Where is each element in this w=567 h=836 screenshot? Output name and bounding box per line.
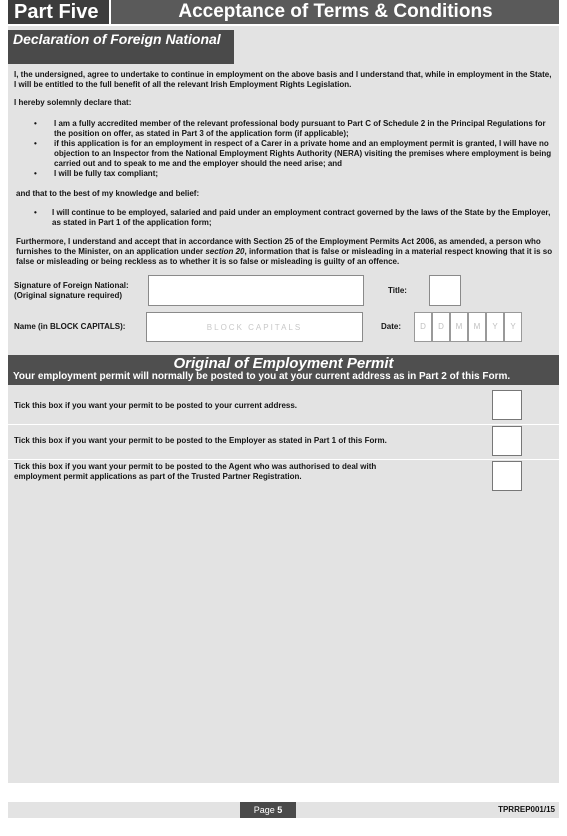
- declaration-bullet-2: if this application is for an employment in respect of a Carer in a private home and an employment permit is granted, I will have no objection to an Inspector from the National Employment Rights Authority (NERA) visiting the premises where employment is being carried out and to speak to me and the employer should the need arise; and: [54, 139, 552, 168]
- divider: [8, 424, 559, 425]
- signature-field[interactable]: [148, 275, 364, 306]
- declaration-solemn: I hereby solemnly declare that:: [14, 98, 132, 107]
- permit-option-label-3: Tick this box if you want your permit to be posted to the Agent who was authorised to deal with employment permit applications as part of the Trusted Partner Registration.: [14, 462, 377, 481]
- divider: [8, 459, 559, 460]
- signature-label: Signature of Foreign National: (Original signature required): [14, 281, 129, 300]
- part-badge: [8, 0, 111, 24]
- form-code: TPRREP001/15: [498, 805, 555, 814]
- declaration-bullet-4: I will continue to be employed, salaried and paid under an employment contract governed by the laws of the State by the Employer, as stated in Part 1 of the application form;: [52, 208, 551, 227]
- declaration-bullet-3: I will be fully tax compliant;: [54, 169, 159, 178]
- declaration-furthermore: Furthermore, I understand and accept that in accordance with Section 25 of the Employment Permits Act 2006, as amended, a person who furnishes to the Minister, on an application under section 20, information that is false or misleading in a material respect knowing that it is so false or misleading or being reckless as to whether it is so false or misleading is guilty of an offence.: [16, 237, 553, 266]
- bullet-marker: •: [34, 208, 37, 217]
- date-cell-month-1[interactable]: M: [450, 312, 468, 342]
- date-cell-year-1[interactable]: Y: [486, 312, 504, 342]
- date-label: Date:: [381, 322, 402, 331]
- date-cell-month-2[interactable]: M: [468, 312, 486, 342]
- permit-agent-checkbox[interactable]: [492, 461, 522, 491]
- declaration-intro: I, the undersigned, agree to undertake to continue in employment on the above basis and I understand that, while in employment in the State, I will be entitled to the full benefit of all the relevant Irish Employment Rights Legislation.: [14, 70, 552, 89]
- page-title: Acceptance of Terms & Conditions: [178, 1, 493, 22]
- part-label: Part Five: [14, 1, 99, 23]
- permit-section-header: [8, 355, 559, 385]
- date-cell-year-2[interactable]: Y: [504, 312, 522, 342]
- title-label: Title:: [388, 286, 407, 295]
- bullet-marker: •: [34, 119, 37, 128]
- declaration-section-title: Declaration of Foreign National: [8, 30, 234, 64]
- name-placeholder: BLOCK CAPITALS: [206, 323, 303, 332]
- declaration-belief: and that to the best of my knowledge and belief:: [16, 189, 200, 198]
- page-number-badge: Page 5: [240, 802, 296, 818]
- permit-current-address-checkbox[interactable]: [492, 390, 522, 420]
- permit-option-label-1: Tick this box if you want your permit to be posted to your current address.: [14, 401, 298, 410]
- permit-option-label-2: Tick this box if you want your permit to be posted to the Employer as stated in Part 1 of this Form.: [14, 436, 387, 445]
- page-footer: [8, 802, 559, 818]
- date-cell-day-2[interactable]: D: [432, 312, 450, 342]
- page-header: [8, 0, 559, 24]
- declaration-bullet-1: I am a fully accredited member of the relevant professional body pursuant to Part C of Schedule 2 in the Principal Regulations for the position on offer, as stated in Part 3 of the application form (if applicable);: [54, 119, 546, 138]
- bullet-marker: •: [34, 139, 37, 148]
- name-label: Name (in BLOCK CAPITALS):: [14, 322, 126, 331]
- permit-section-subtitle: Your employment permit will normally be posted to you at your current address as in Part 2 of this Form.: [13, 371, 511, 382]
- permit-employer-checkbox[interactable]: [492, 426, 522, 456]
- permit-section-title: Original of Employment Permit: [173, 355, 394, 372]
- name-field[interactable]: [146, 312, 363, 342]
- title-field[interactable]: [429, 275, 461, 306]
- bullet-marker: •: [34, 169, 37, 178]
- date-cell-day-1[interactable]: D: [414, 312, 432, 342]
